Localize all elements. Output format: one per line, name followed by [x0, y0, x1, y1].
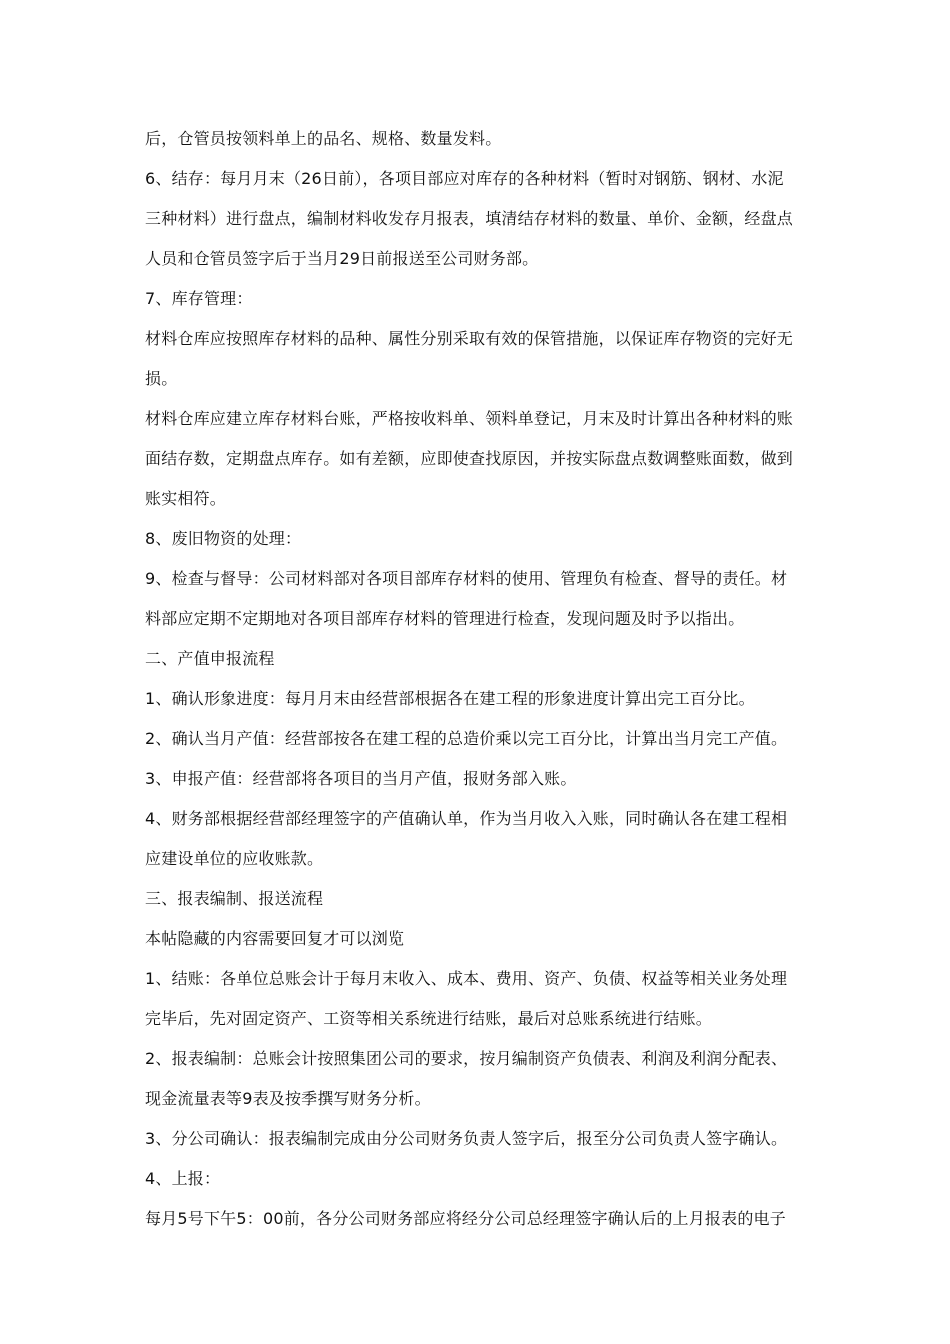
paragraph-storage-measures: 材料仓库应按照库存材料的品种、属性分别采取有效的保管措施，以保证库存物资的完好无 损。 [145, 329, 794, 388]
paragraph-closing-accounts: 1、结账：各单位总账会计于每月末收入、成本、费用、资产、负债、权益等相关业务处理 完毕后，先对固定资产、工资等相关系统进行结账，最后对总账系统进行结账。 [145, 969, 788, 1028]
paragraph-report-preparation: 2、报表编制：总账会计按照集团公司的要求，按月编制资产负债表、利润及利润分配表、 现金流量表等9表及按季撰写财务分析。 [145, 1049, 788, 1108]
paragraph-inspection-supervision: 9、检查与督导：公司材料部对各项目部库存材料的使用、管理负有检查、督导的责任。材 料部应定期不定期地对各项目部库存材料的管理进行检查，发现问题及时予以指出。 [145, 569, 788, 628]
paragraph-branch-confirmation: 3、分公司确认：报表编制完成由分公司财务负责人签字后，报至分公司负责人签字确认。 [145, 1129, 788, 1148]
paragraph-inventory-ledger: 材料仓库应建立库存材料台账，严格按收料单、领料单登记，月末及时计算出各种材料的账 面结存数，定期盘点库存。如有差额，应即使查找原因，并按实际盘点数调整账面数，做到 账实相符。 [145, 409, 794, 508]
paragraph-finance-recording: 4、财务部根据经营部经理签字的产值确认单，作为当月收入入账，同时确认各在建工程相 应建设单位的应收账款。 [145, 809, 788, 868]
paragraph-confirm-progress: 1、确认形象进度：每月月末由经营部根据各在建工程的形象进度计算出完工百分比。 [145, 689, 755, 708]
hidden-content-notice: 本帖隐藏的内容需要回复才可以浏览 [145, 929, 405, 948]
section-heading-reporting: 三、报表编制、报送流程 [145, 889, 324, 908]
document-body [145, 119, 813, 1239]
paragraph-issue-materials: 后，仓管员按领料单上的品名、规格、数量发料。 [145, 129, 502, 148]
heading-inventory-management: 7、库存管理： [145, 289, 253, 308]
paragraph-submission-deadline: 每月5号下午5：00前，各分公司财务部应将经分公司总经理签字确认后的上月报表的电子 [145, 1209, 786, 1228]
heading-scrap-materials: 8、废旧物资的处理： [145, 529, 302, 548]
paragraph-declare-output: 3、申报产值：经营部将各项目的当月产值，报财务部入账。 [145, 769, 577, 788]
heading-submission: 4、上报： [145, 1169, 221, 1188]
section-heading-output-value: 二、产值申报流程 [145, 649, 275, 668]
paragraph-confirm-monthly-output: 2、确认当月产值：经营部按各在建工程的总造价乘以完工百分比，计算出当月完工产值。 [145, 729, 788, 748]
paragraph-month-end-inventory: 6、结存：每月月末（26日前），各项目部应对库存的各种材料（暂时对钢筋、钢材、水泥 三种材料）进行盘点，编制材料收发存月报表，填清结存材料的数量、单价、金额，经盘点 人员和仓管员签字后于当月29日前报送至公司财务部。 [145, 169, 794, 268]
